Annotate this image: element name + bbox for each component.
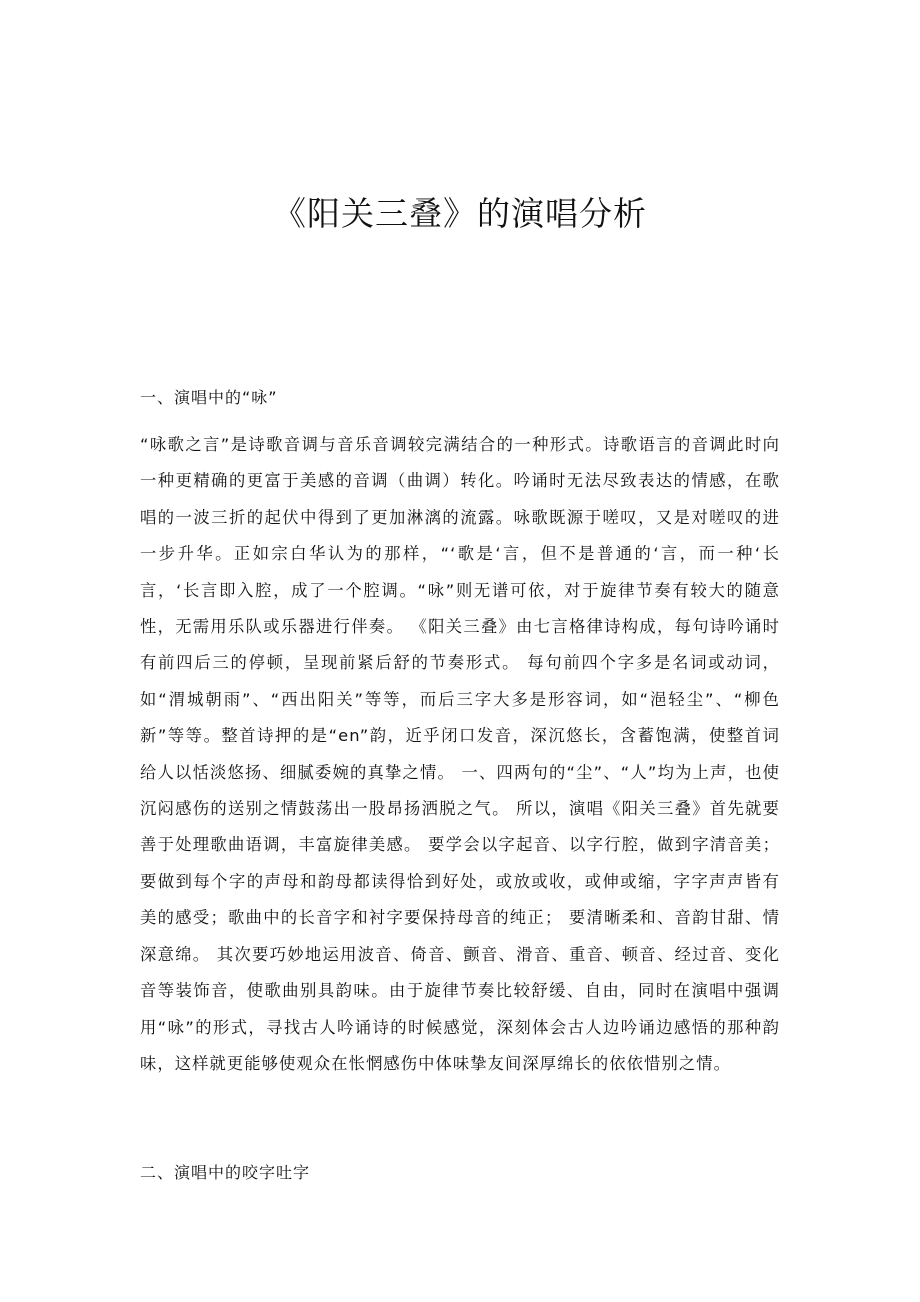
section-heading-1: 一、演唱中的“咏” — [140, 388, 278, 407]
section-1-body: “咏歌之言”是诗歌音调与音乐音调较完满结合的一种形式。诗歌语言的音调此时向一种更精确的更富于美感的音调（曲调）转化。吟诵时无法尽致表达的情感，在歌唱的一波三折的起伏中得到了更加淋漓的流露。咏歌既源于嗟叹，又是对嗟叹的进一步升华。正如宗白华认为的那样，“‘歌是‘言，但不是普通的‘言，而一种‘长言，‘长言即入腔，成了一个腔调。“咏”则无谱可依，对于旋律节奏有较大的随意性，无需用乐队或乐器进行伴奏。 《阳关三叠》由七言格律诗构成，每句诗吟诵时有前四后三的停顿，呈现前紧后舒的节奏形式。 每句前四个字多是名词或动词，如“渭城朝雨”、“西出阳关”等等，而后三字大多是形容词，如“浥轻尘”、“柳色新”等等。整首诗押的是“en”韵，近乎闭口发音，深沉悠长，含蓄饱满，使整首词给人以恬淡悠扬、细腻委婉的真挚之情。 一、四两句的“尘”、“人”均为上声，也使沉闷感伤的送别之情鼓荡出一股昂扬洒脱之气。 所以，演唱《阳关三叠》首先就要善于处理歌曲语调，丰富旋律美感。 要学会以字起音、以字行腔，做到字清音美；要做到每个字的声母和韵母都读得恰到好处，或放或收，或伸或缩，字字声声皆有美的感受；歌曲中的长音字和衬字要保持母音的纯正； 要清晰柔和、音韵甘甜、情深意绵。 其次要巧妙地运用波音、倚音、颤音、滑音、重音、顿音、经过音、变化音等装饰音，使歌曲别具韵味。由于旋律节奏比较舒缓、自由，同时在演唱中强调用“咏”的形式，寻找古人吟诵诗的时候感觉，深刻体会古人边吟诵边感悟的那种韵味，这样就更能够使观众在怅惘感伤中体味挚友间深厚绵长的依依惜别之情。 — [140, 435, 780, 1073]
document-title: 《阳关三叠》的演唱分析 — [273, 194, 647, 233]
section-heading-2: 二、演唱中的咬字吐字 — [140, 1163, 311, 1182]
